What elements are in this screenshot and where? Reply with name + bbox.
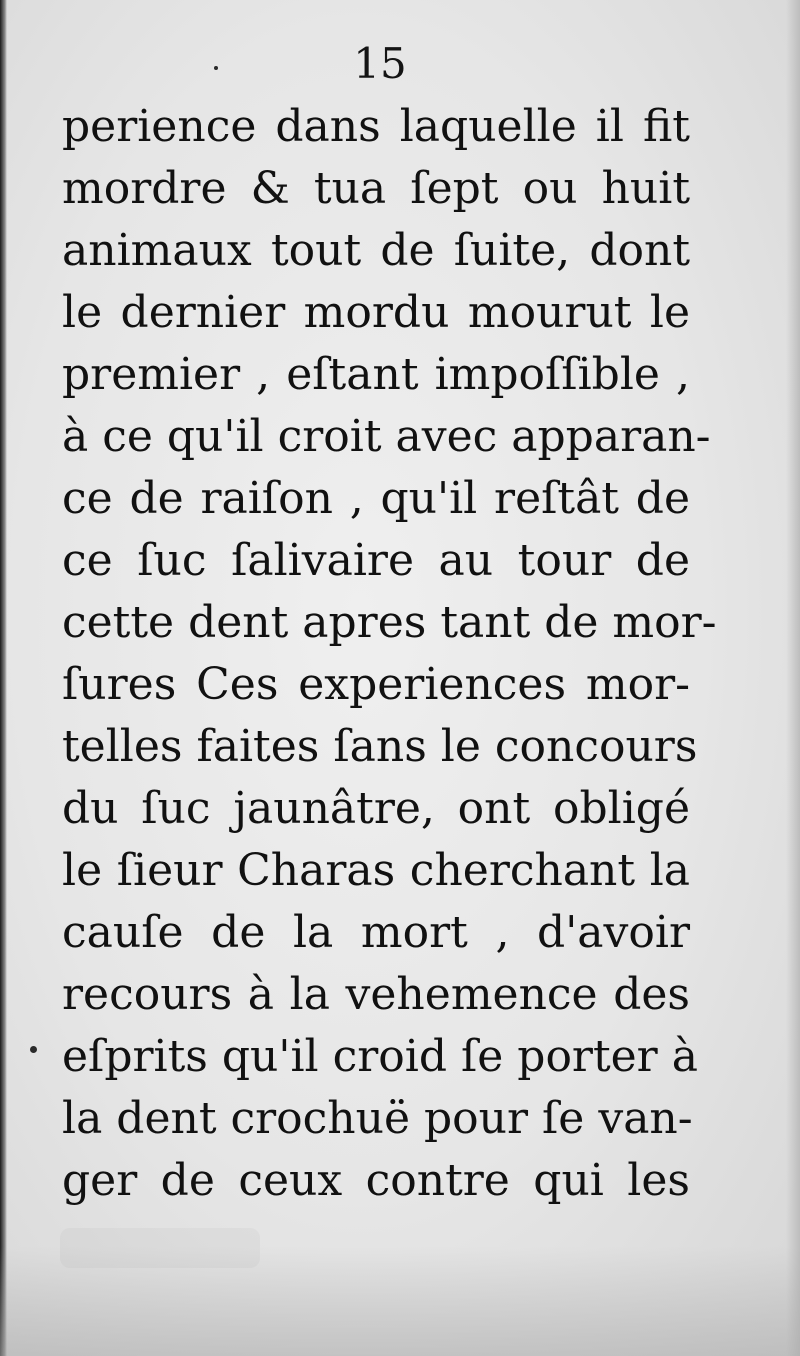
text-line: à ce qu'il croit avec apparan- <box>62 411 711 462</box>
text-line: la dent crochuë pour ſe van- <box>62 1093 693 1144</box>
page-body-text <box>62 96 717 1212</box>
text-line: le ſieur Charas cherchant la <box>62 845 690 896</box>
text-line: ger de ceux contre qui les <box>62 1155 690 1206</box>
text-line: cette dent apres tant de mor- <box>62 597 717 648</box>
ink-speck <box>214 66 218 70</box>
text-line: perience dans laquelle il fit <box>62 101 690 152</box>
text-line: ſures Ces experiences mor- <box>62 659 690 710</box>
text-line: ce de raiſon , qu'il reſtât de <box>62 473 690 524</box>
text-line: animaux tout de ſuite, dont <box>62 225 690 276</box>
text-line: le dernier mordu mourut le <box>62 287 690 338</box>
text-line: premier , eſtant impoſſible , <box>62 349 690 400</box>
text-line: recours à la vehemence des <box>62 969 690 1020</box>
text-line: telles faites ſans le concours <box>62 721 698 772</box>
page-right-edge-shadow <box>786 0 800 1356</box>
text-line: ce ſuc ſalivaire au tour de <box>62 535 690 586</box>
page-left-edge-shadow <box>0 0 7 1356</box>
text-line: mordre & tua ſept ou huit <box>62 163 690 214</box>
show-through-smudge <box>60 1228 260 1268</box>
text-line: du ſuc jaunâtre, ont obligé <box>62 783 690 834</box>
page-number: 15 <box>353 39 407 88</box>
ink-speck <box>30 1046 37 1053</box>
text-line: eſprits qu'il croid ſe porter à <box>62 1031 698 1082</box>
text-line: cauſe de la mort , d'avoir <box>62 907 690 958</box>
